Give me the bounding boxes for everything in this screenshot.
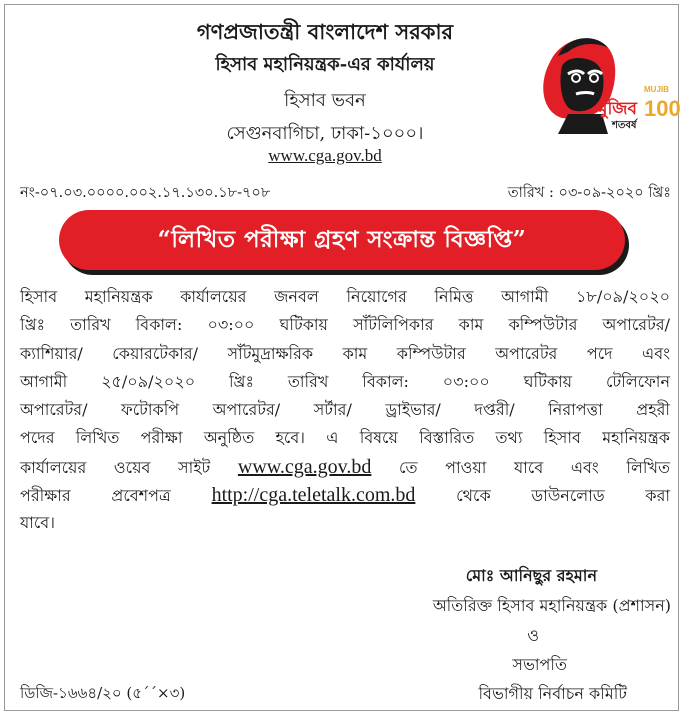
logo-number: 100 xyxy=(644,96,681,121)
body-text: কার্যালয়ের ওয়েব সাইট xyxy=(20,457,211,477)
cga-website-link[interactable]: www.cga.gov.bd xyxy=(237,455,372,478)
logo-text-en: MUJIB xyxy=(644,85,669,94)
signatory-title: অতিরিক্ত হিসাব মহানিয়ন্ত্রক (প্রশাসন) xyxy=(432,596,671,615)
signatory-role: সভাপতি xyxy=(512,655,567,674)
signatory-name: মোঃ আনিছুর রহমান xyxy=(465,566,597,585)
logo-text-sub: শতবর্ষ xyxy=(612,120,637,131)
body-line: অপারেটর/ ফটোকপি অপারেটর/ সর্টার/ ড্রাইভার/ দপ্তরী/ নিরাপত্তা প্রহরী xyxy=(20,400,670,420)
website-link[interactable]: www.cga.gov.bd xyxy=(268,146,382,165)
government-name: গণপ্রজাতন্ত্রী বাংলাদেশ সরকার xyxy=(196,19,454,44)
body-line: হিসাব মহানিয়ন্ত্রক কার্যালয়ের জনবল নিয়োগের নিমিত্ত আগামী ১৮/০৯/২০২০ xyxy=(20,287,670,306)
body-text: থেকে ডাউনলোড করা xyxy=(456,486,671,506)
notice-date: তারিখ : ০৩-০৯-২০২০ খ্রিঃ xyxy=(507,185,671,201)
signatory-conjunction: ও xyxy=(527,626,539,645)
notice-title: “লিখিত পরীক্ষা গ্রহণ সংক্রান্ত বিজ্ঞপ্তি” xyxy=(157,225,527,253)
body-line: পদের লিখিত পরীক্ষা অনুষ্ঠিত হবে। এ বিষয়ে বিস্তারিত তথ্য হিসাব মহানিয়ন্ত্রক xyxy=(20,428,670,448)
office-name: হিসাব মহানিয়ন্ত্রক-এর কার্যালয় xyxy=(215,54,435,75)
body-line: খ্রিঃ তারিখ বিকাল: ০৩:০০ ঘটিকায় সাঁটলিপিকার কাম কম্পিউটার অপারেটর/ xyxy=(20,315,670,335)
body-line: আগামী ২৫/০৯/২০২০ খ্রিঃ তারিখ বিকাল: ০৩:০০ ঘটিকায় টেলিফোন xyxy=(20,371,670,391)
ad-code: ডিজি-১৬৬৪/২০ (৫´´×৩) xyxy=(20,684,186,702)
notice-title-banner xyxy=(59,210,625,270)
body-line xyxy=(20,453,670,481)
logo-text-bn: মুজিব xyxy=(598,99,637,119)
mujib-borsho-portrait-icon xyxy=(532,22,681,134)
office-address: সেগুনবাগিচা, ঢাকা-১০০০। xyxy=(226,123,424,144)
body-line xyxy=(20,481,670,509)
memo-number: নং-০৭.০৩.০০০০.০০২.১৭.১৩০.১৮-৭০৮ xyxy=(20,185,271,201)
building-name: হিসাব ভবন xyxy=(284,90,366,111)
teletalk-admit-card-link[interactable]: http://cga.teletalk.com.bd xyxy=(211,484,416,507)
notice-body xyxy=(20,283,670,538)
body-text: পরীক্ষার প্রবেশপত্র xyxy=(20,486,171,506)
body-line: ক্যাশিয়ার/ কেয়ারটেকার/ সাঁটমুদ্রাক্ষরিক কাম কম্পিউটার অপারেটর পদে এবং xyxy=(20,343,670,363)
body-line: যাবে। xyxy=(20,513,55,533)
body-text: তে পাওয়া যাবে এবং লিখিত xyxy=(398,457,670,477)
signatory-committee: বিভাগীয় নির্বাচন কমিটি xyxy=(478,684,627,703)
